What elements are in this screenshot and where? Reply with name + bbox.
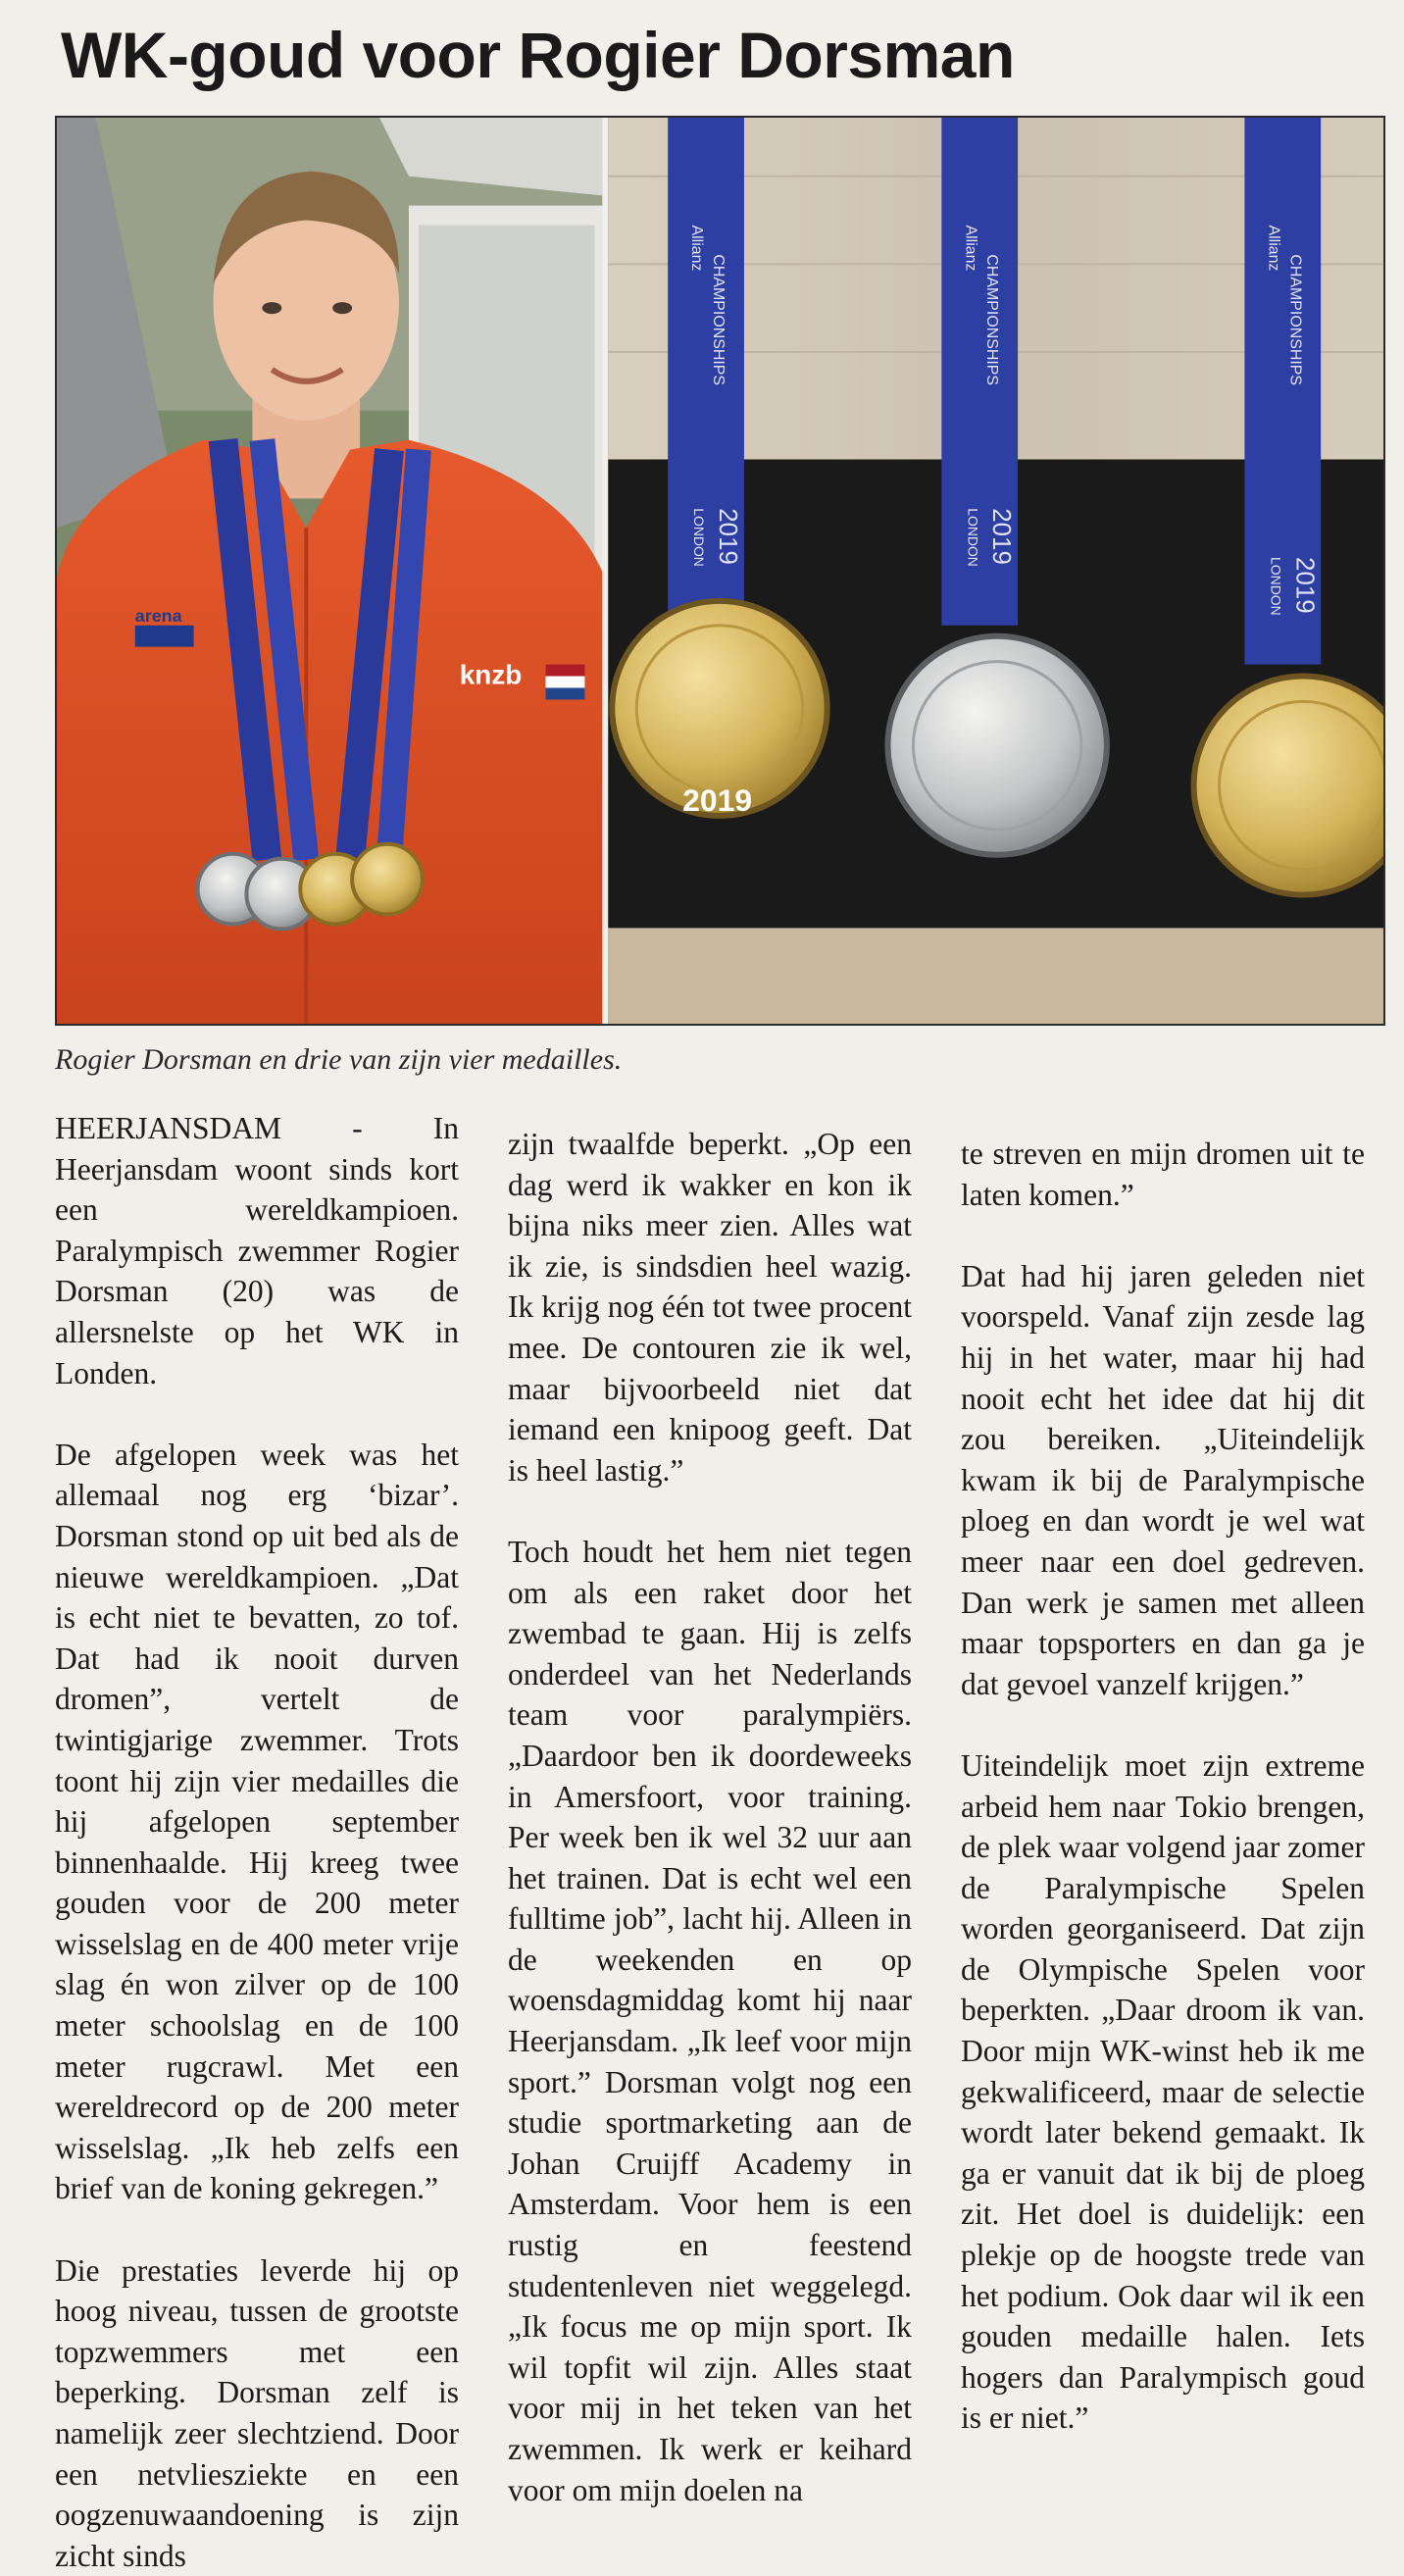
svg-text:CHAMPIONSHIPS: CHAMPIONSHIPS xyxy=(1286,254,1304,386)
gold-medal-icon xyxy=(352,844,423,915)
article-paragraph: Uiteindelijk moet zijn extreme arbeid hem naar Tokio brengen, de plek waar volgend jaar zomer de Paralympische Spelen worden georganiseerd. Dat zijn de Olympische Spelen voor beperkten. „Daar droom ik van. Door mijn WK-winst heb ik me gekwalificeerd, maar de selectie wordt later bekend gemaakt. Ik ga er vanuit dat ik bij de ploeg zit. Het doel is duidelijk: een plekje op de hoogste trede van het podium. Ook daar wil ik een gouden medaille halen. Iets hogers dan Paralympisch goud is er niet.” xyxy=(961,1747,1365,2436)
svg-text:LONDON: LONDON xyxy=(965,508,981,567)
article-paragraph: De afgelopen week was het allemaal nog erg ‘bizar’. Dorsman stond op uit bed als de nieuwe wereldkampioen. „Dat is echt niet te bevatten, zo tof. Dat had ik nooit durven dromen”, vertelt de twintigjarige zwemmer. Trots toont hij zijn vier medailles die hij afgelopen september binnenhaalde. Hij kreeg twee gouden voor de 200 meter wisselslag en de 400 meter vrije slag én won zilver op de 100 meter schoolslag en de 100 meter rugcrawl. Met een wereldrecord op de 200 meter wisselslag. „Ik heb zelfs een brief van de koning gekregen.” xyxy=(55,1437,459,2206)
svg-text:2019: 2019 xyxy=(987,508,1016,565)
arena-logo-text: arena xyxy=(134,605,182,626)
article-paragraph: Die prestaties leverde hij op hoog niveau, tussen de grootste topzwemmers met een beperking. Dorsman zelf is namelijk zeer slechtziend. Door een netvliesziekte en een oogzenuwaandoening is zijn zicht sinds xyxy=(55,2252,459,2573)
swimmer-photo xyxy=(57,118,604,1024)
article-column-1 xyxy=(55,1108,459,2576)
photo-caption: Rogier Dorsman en drie van zijn vier medailles. xyxy=(55,1043,623,1076)
article-photo xyxy=(55,116,1385,1026)
article-paragraph: Dat had hij jaren geleden niet voorspeld. Vanaf zijn zesde lag hij in het water, maar hij had nooit echt het idee dat hij dit zou bereiken. „Uiteindelijk kwam ik bij de Paralympische ploeg en dan wordt je wel wat meer naar een doel gedreven. Dan werk je samen met alleen maar topsporters en dan ga je dat gevoel vanzelf krijgen.” xyxy=(961,1258,1365,1701)
svg-text:CHAMPIONSHIPS: CHAMPIONSHIPS xyxy=(983,254,1001,386)
article-paragraph: te streven en mijn dromen uit te laten komen.” xyxy=(961,1136,1365,1212)
gold-medal-icon xyxy=(1194,677,1383,895)
svg-text:Allianz: Allianz xyxy=(962,225,979,272)
svg-text:2019: 2019 xyxy=(713,508,742,565)
article-paragraph: Toch houdt het hem niet tegen om als een raket door het zwembad te gaan. Hij is zelfs onderdeel van het Nederlands team voor paralympiërs. „Daardoor ben ik doordeweeks in Amersfoort, voor training. Per week ben ik wel 32 uur aan het trainen. Dat is echt wel een fulltime job”, lacht hij. Alleen in de weekenden en op woensdagmiddag komt hij naar Heerjansdam. „Ik leef voor mijn sport.” Dorsman volgt nog een studie sportmarketing aan de Johan Cruijff Academy in Amsterdam. Voor hem is een rustig en feestend studentenleven niet weggelegd. „Ik focus me op mijn sport. Ik wil topfit wil zijn. Alles staat voor mij in het teken van het zwemmen. Ik werk er keihard voor om mijn doelen na xyxy=(508,1534,912,2507)
silver-medal-icon xyxy=(887,636,1106,855)
article-paragraph: HEERJANSDAM - In Heerjansdam woont sinds kort een wereldkampioen. Paralympisch zwemmer Rogier Dorsman (20) was de allersnelste op het WK in Londen. xyxy=(55,1111,459,1390)
knzb-logo-text: knzb xyxy=(459,659,523,690)
svg-text:Allianz: Allianz xyxy=(1265,225,1282,272)
article-headline: WK-goud voor Rogier Dorsman xyxy=(61,19,1015,91)
svg-text:LONDON: LONDON xyxy=(1268,557,1284,616)
medal-year-text: 2019 xyxy=(682,782,753,818)
svg-text:LONDON: LONDON xyxy=(691,508,708,567)
article-paragraph: zijn twaalfde beperkt. „Op een dag werd ik wakker en kon ik bijna niks meer zien. Alles wat ik zie, is sindsdien heel wazig. Ik krijg nog één tot twee procent mee. De contouren zie ik wel, maar bijvoorbeeld niet dat iemand een knipoog geeft. Dat is heel lastig.” xyxy=(508,1127,912,1488)
article-column-2 xyxy=(508,1124,912,2510)
svg-text:2019: 2019 xyxy=(1290,557,1319,614)
article-column-3 xyxy=(961,1134,1365,2439)
svg-text:Allianz: Allianz xyxy=(688,225,706,272)
medals-photo xyxy=(608,118,1383,1024)
svg-text:CHAMPIONSHIPS: CHAMPIONSHIPS xyxy=(710,254,727,386)
